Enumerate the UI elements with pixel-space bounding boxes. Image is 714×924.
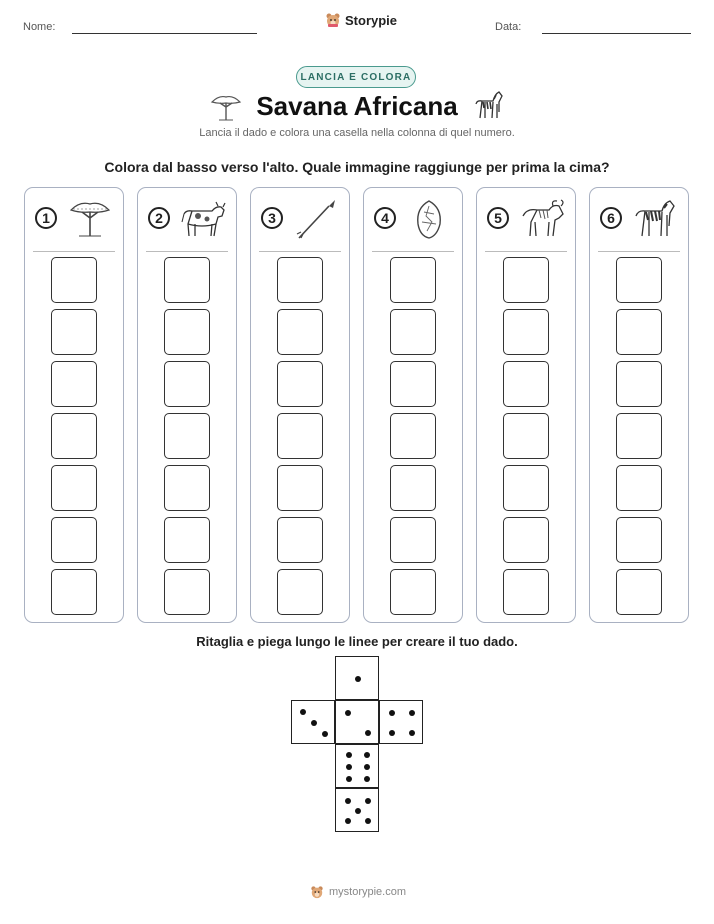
- column-number: 3: [261, 207, 283, 229]
- color-box[interactable]: [616, 465, 662, 511]
- color-box[interactable]: [616, 569, 662, 615]
- color-box[interactable]: [390, 257, 436, 303]
- column-number: 5: [487, 207, 509, 229]
- column-divider: [485, 251, 567, 252]
- color-box[interactable]: [616, 517, 662, 563]
- color-box[interactable]: [390, 309, 436, 355]
- dice-face-3: [291, 700, 335, 744]
- color-box[interactable]: [616, 361, 662, 407]
- color-box[interactable]: [503, 361, 549, 407]
- color-box[interactable]: [503, 257, 549, 303]
- color-box[interactable]: [277, 465, 323, 511]
- color-box[interactable]: [51, 413, 97, 459]
- color-box[interactable]: [277, 309, 323, 355]
- color-box[interactable]: [164, 465, 210, 511]
- dice-pip: [389, 730, 395, 736]
- column-1: [24, 187, 124, 623]
- zebra-title-icon: [471, 90, 505, 122]
- dice-pip: [346, 764, 352, 770]
- dice-net-title: Ritaglia e piega lungo le linee per creare il tuo dado.: [196, 634, 518, 649]
- color-box[interactable]: [277, 413, 323, 459]
- column-number: 6: [600, 207, 622, 229]
- color-box[interactable]: [390, 361, 436, 407]
- stone-arrowhead-icon: [404, 198, 454, 240]
- color-box[interactable]: [164, 361, 210, 407]
- dice-pip: [365, 798, 371, 804]
- acacia-tree-icon: [65, 198, 115, 240]
- dice-pip: [409, 730, 415, 736]
- column-divider: [598, 251, 680, 252]
- color-box[interactable]: [503, 517, 549, 563]
- dice-pip: [346, 752, 352, 758]
- color-box[interactable]: [277, 257, 323, 303]
- column-number: 4: [374, 207, 396, 229]
- color-box[interactable]: [277, 361, 323, 407]
- dice-pip: [300, 709, 306, 715]
- column-header: [477, 188, 575, 252]
- color-box[interactable]: [503, 465, 549, 511]
- dice-pip: [365, 730, 371, 736]
- footer-url[interactable]: mystorypie.com: [329, 886, 407, 898]
- zebra-icon: [630, 198, 680, 240]
- color-box[interactable]: [616, 257, 662, 303]
- color-box[interactable]: [164, 309, 210, 355]
- dice-face-5: [335, 788, 379, 832]
- bear-footer-icon: [310, 885, 324, 899]
- color-box[interactable]: [164, 413, 210, 459]
- color-box[interactable]: [390, 465, 436, 511]
- color-box[interactable]: [51, 569, 97, 615]
- dice-pip: [365, 818, 371, 824]
- storypie-logo: [325, 12, 397, 28]
- color-box[interactable]: [390, 569, 436, 615]
- column-3: [250, 187, 350, 623]
- dice-pip: [355, 808, 361, 814]
- logo-text: Storypie: [345, 12, 398, 28]
- color-box[interactable]: [164, 257, 210, 303]
- dice-pip: [409, 710, 415, 716]
- acacia-title-icon: [209, 93, 243, 121]
- column-divider: [259, 251, 341, 252]
- color-box[interactable]: [164, 517, 210, 563]
- column-number: 1: [35, 207, 57, 229]
- dice-pip: [322, 731, 328, 737]
- color-box[interactable]: [51, 517, 97, 563]
- column-divider: [33, 251, 115, 252]
- dice-pip: [345, 818, 351, 824]
- dice-pip: [345, 798, 351, 804]
- dice-pip: [364, 776, 370, 782]
- column-header: [25, 188, 123, 252]
- column-divider: [146, 251, 228, 252]
- color-box[interactable]: [390, 517, 436, 563]
- dice-pip: [345, 710, 351, 716]
- column-header: [138, 188, 236, 252]
- dice-face-1: [335, 656, 379, 700]
- dice-face-4: [379, 700, 423, 744]
- color-box[interactable]: [51, 309, 97, 355]
- color-box[interactable]: [277, 569, 323, 615]
- color-box[interactable]: [164, 569, 210, 615]
- color-box[interactable]: [616, 309, 662, 355]
- dice-pip: [364, 764, 370, 770]
- color-box[interactable]: [503, 569, 549, 615]
- cow-icon: [178, 198, 228, 240]
- bear-logo-icon: [325, 12, 341, 28]
- column-header: [251, 188, 349, 252]
- dice-pip: [346, 776, 352, 782]
- color-box[interactable]: [503, 413, 549, 459]
- color-box[interactable]: [51, 465, 97, 511]
- subtitle: Lancia il dado e colora una casella nella colonna di quel numero.: [199, 127, 515, 139]
- dice-pip: [355, 676, 361, 682]
- column-2: [137, 187, 237, 623]
- color-box[interactable]: [51, 361, 97, 407]
- column-6: [589, 187, 689, 623]
- column-number: 2: [148, 207, 170, 229]
- color-box[interactable]: [503, 309, 549, 355]
- color-box[interactable]: [277, 517, 323, 563]
- dice-pip: [364, 752, 370, 758]
- dice-face-6: [335, 744, 379, 788]
- wildebeest-icon: [517, 198, 567, 240]
- dice-pip: [311, 720, 317, 726]
- date-line[interactable]: [542, 33, 691, 34]
- activity-badge: LANCIA E COLORA: [296, 66, 416, 88]
- dice-face-2: [335, 700, 379, 744]
- name-label: Nome:: [23, 21, 56, 33]
- spear-icon: [291, 198, 341, 240]
- column-divider: [372, 251, 454, 252]
- date-label: Data:: [495, 21, 522, 33]
- column-header: [364, 188, 462, 252]
- page-title: Savana Africana: [256, 91, 458, 121]
- color-box[interactable]: [51, 257, 97, 303]
- column-header: [590, 188, 688, 252]
- dice-pip: [389, 710, 395, 716]
- column-4: [363, 187, 463, 623]
- color-box[interactable]: [390, 413, 436, 459]
- column-5: [476, 187, 576, 623]
- footer: [310, 885, 406, 899]
- instruction-text: Colora dal basso verso l'alto. Quale immagine raggiunge per prima la cima?: [104, 159, 610, 175]
- name-line[interactable]: [72, 33, 257, 34]
- color-box[interactable]: [616, 413, 662, 459]
